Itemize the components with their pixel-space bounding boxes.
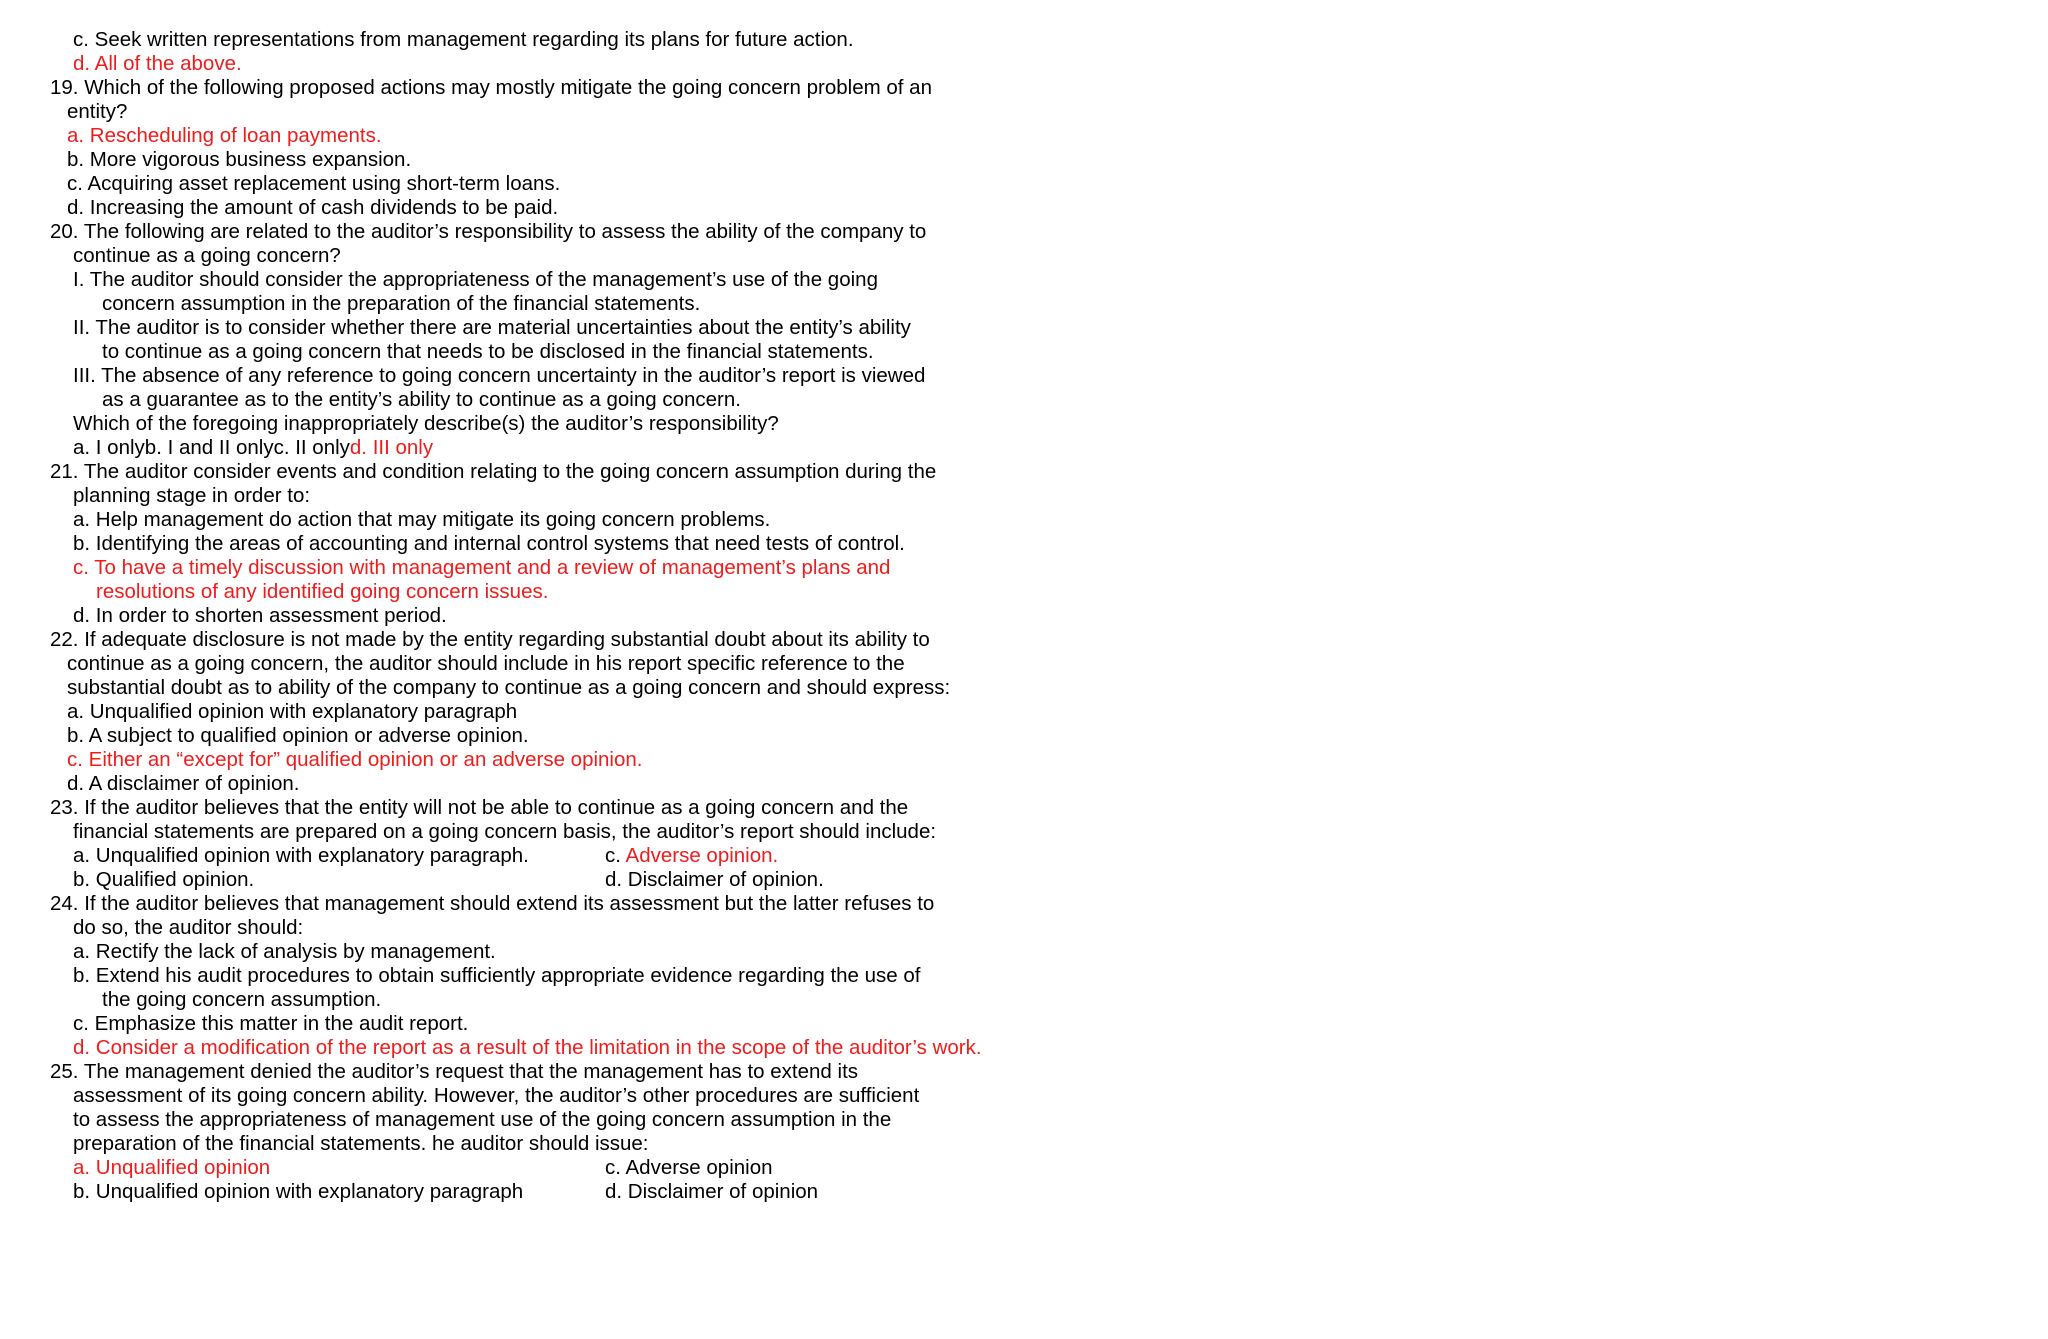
line-text: continue as a going concern, the auditor should include in his report specific reference to the — [67, 652, 905, 675]
line-text: d. In order to shorten assessment period. — [73, 604, 447, 627]
line-text: to assess the appropriateness of management use of the going concern assumption in the — [73, 1108, 892, 1131]
line-text: a. Unqualified opinion with explanatory paragraph — [67, 700, 518, 723]
answer-text: c. Either an “except for” qualified opinion or an adverse opinion. — [67, 748, 643, 771]
line-text: a. Rectify the lack of analysis by management. — [73, 940, 496, 963]
text-line — [67, 652, 905, 676]
text-line — [73, 820, 936, 844]
answer-text: Adverse opinion. — [625, 844, 779, 867]
text-line — [605, 1180, 818, 1204]
line-text: a. Unqualified opinion with explanatory paragraph. — [73, 844, 529, 867]
line-text: to continue as a going concern that needs to be disclosed in the financial statements. — [102, 340, 874, 363]
text-line — [73, 868, 254, 892]
line-text: c. Adverse opinion — [605, 1156, 773, 1179]
text-line — [605, 844, 778, 868]
line-text: 20. The following are related to the auditor’s responsibility to assess the ability of the company to — [50, 220, 927, 243]
text-line — [73, 1108, 891, 1132]
line-text: b. A subject to qualified opinion or adverse opinion. — [67, 724, 529, 747]
line-text: II. The auditor is to consider whether there are material uncertainties about the entity’s ability — [73, 316, 911, 339]
line-text: concern assumption in the preparation of the financial statements. — [102, 292, 701, 315]
line-text: assessment of its going concern ability. However, the auditor’s other procedures are sufficient — [73, 1084, 920, 1107]
text-line — [73, 484, 310, 508]
line-text: 22. If adequate disclosure is not made by the entity regarding substantial doubt about its ability to — [50, 628, 930, 651]
line-text: d. Disclaimer of opinion. — [605, 868, 824, 891]
text-line — [605, 1156, 773, 1180]
line-text: 24. If the auditor believes that management should extend its assessment but the latter refuses to — [50, 892, 935, 915]
text-line — [67, 676, 950, 700]
text-line — [102, 988, 381, 1012]
text-line — [73, 364, 925, 388]
line-text: planning stage in order to: — [73, 484, 311, 507]
text-line — [73, 412, 779, 436]
line-text: financial statements are prepared on a going concern basis, the auditor’s report should include: — [73, 820, 937, 843]
text-line — [67, 100, 127, 124]
line-text: preparation of the financial statements. he auditor should issue: — [73, 1132, 649, 1155]
text-line — [73, 532, 905, 556]
text-line — [73, 28, 854, 52]
text-line — [73, 556, 890, 580]
line-text: a. Help management do action that may mitigate its going concern problems. — [73, 508, 771, 531]
text-line — [73, 436, 433, 460]
text-line — [96, 580, 548, 604]
line-text: 19. Which of the following proposed actions may mostly mitigate the going concern problem of an — [50, 76, 932, 99]
line-text: III. The absence of any reference to going concern uncertainty in the auditor’s report is viewed — [73, 364, 926, 387]
text-line — [73, 940, 496, 964]
text-line — [50, 892, 934, 916]
text-line — [67, 124, 382, 148]
line-text: c. — [605, 844, 626, 867]
answer-text: c. To have a timely discussion with management and a review of management’s plans and — [73, 556, 891, 579]
answer-text: a. Unqualified opinion — [73, 1156, 271, 1179]
line-text: 21. The auditor consider events and condition relating to the going concern assumption during the — [50, 460, 937, 483]
text-line — [73, 316, 911, 340]
text-line — [605, 868, 824, 892]
line-text: d. Increasing the amount of cash dividends to be paid. — [67, 196, 559, 219]
answer-text: d. III only — [349, 436, 434, 459]
text-line — [67, 700, 517, 724]
text-line — [73, 916, 303, 940]
text-line — [67, 172, 560, 196]
text-line — [50, 796, 908, 820]
line-text: as a guarantee as to the entity’s ability to continue as a going concern. — [102, 388, 741, 411]
line-text: substantial doubt as to ability of the company to continue as a going concern and should express: — [67, 676, 951, 699]
text-line — [73, 604, 447, 628]
line-text: b. Identifying the areas of accounting and internal control systems that need tests of control. — [73, 532, 905, 555]
line-text: c. Emphasize this matter in the audit report. — [73, 1012, 469, 1035]
text-line — [67, 748, 642, 772]
text-line — [67, 724, 529, 748]
line-text: d. Disclaimer of opinion — [605, 1180, 819, 1203]
text-line — [50, 220, 926, 244]
text-line — [50, 76, 932, 100]
line-text: b. Extend his audit procedures to obtain sufficiently appropriate evidence regarding the use of — [73, 964, 921, 987]
line-text: d. A disclaimer of opinion. — [67, 772, 300, 795]
line-text: b. More vigorous business expansion. — [67, 148, 412, 171]
text-line — [50, 1060, 858, 1084]
answer-text: a. Rescheduling of loan payments. — [67, 124, 382, 147]
line-text: a. I onlyb. I and II onlyc. II only — [73, 436, 350, 459]
text-line — [67, 772, 299, 796]
line-text: c. Seek written representations from management regarding its plans for future action. — [73, 28, 854, 51]
text-line — [73, 1012, 468, 1036]
line-text: Which of the foregoing inappropriately describe(s) the auditor’s responsibility? — [73, 412, 779, 435]
line-text: the going concern assumption. — [102, 988, 382, 1011]
line-text: 25. The management denied the auditor’s request that the management has to extend its — [50, 1060, 859, 1083]
text-line — [73, 1036, 982, 1060]
text-line — [67, 148, 411, 172]
text-line — [50, 628, 930, 652]
text-line — [50, 460, 936, 484]
text-line — [102, 388, 741, 412]
line-text: b. Unqualified opinion with explanatory paragraph — [73, 1180, 524, 1203]
text-line — [73, 268, 878, 292]
text-line — [73, 1156, 270, 1180]
line-text: b. Qualified opinion. — [73, 868, 255, 891]
text-line — [102, 340, 874, 364]
answer-text: resolutions of any identified going concern issues. — [96, 580, 549, 603]
text-line — [102, 292, 700, 316]
line-text: continue as a going concern? — [73, 244, 341, 267]
line-text: entity? — [67, 100, 128, 123]
text-line — [73, 964, 921, 988]
answer-text: d. Consider a modification of the report as a result of the limitation in the scope of the auditor’s work. — [73, 1036, 982, 1059]
answer-text: d. All of the above. — [73, 52, 242, 75]
line-text: c. Acquiring asset replacement using short-term loans. — [67, 172, 561, 195]
text-line — [67, 196, 558, 220]
text-line — [73, 844, 529, 868]
text-line — [73, 52, 242, 76]
text-line — [73, 244, 341, 268]
line-text: do so, the auditor should: — [73, 916, 304, 939]
text-line — [73, 508, 770, 532]
text-line — [73, 1180, 523, 1204]
line-text: 23. If the auditor believes that the entity will not be able to continue as a going concern and the — [50, 796, 909, 819]
line-text: I. The auditor should consider the appropriateness of the management’s use of the going — [73, 268, 878, 291]
text-line — [73, 1132, 649, 1156]
text-line — [73, 1084, 919, 1108]
